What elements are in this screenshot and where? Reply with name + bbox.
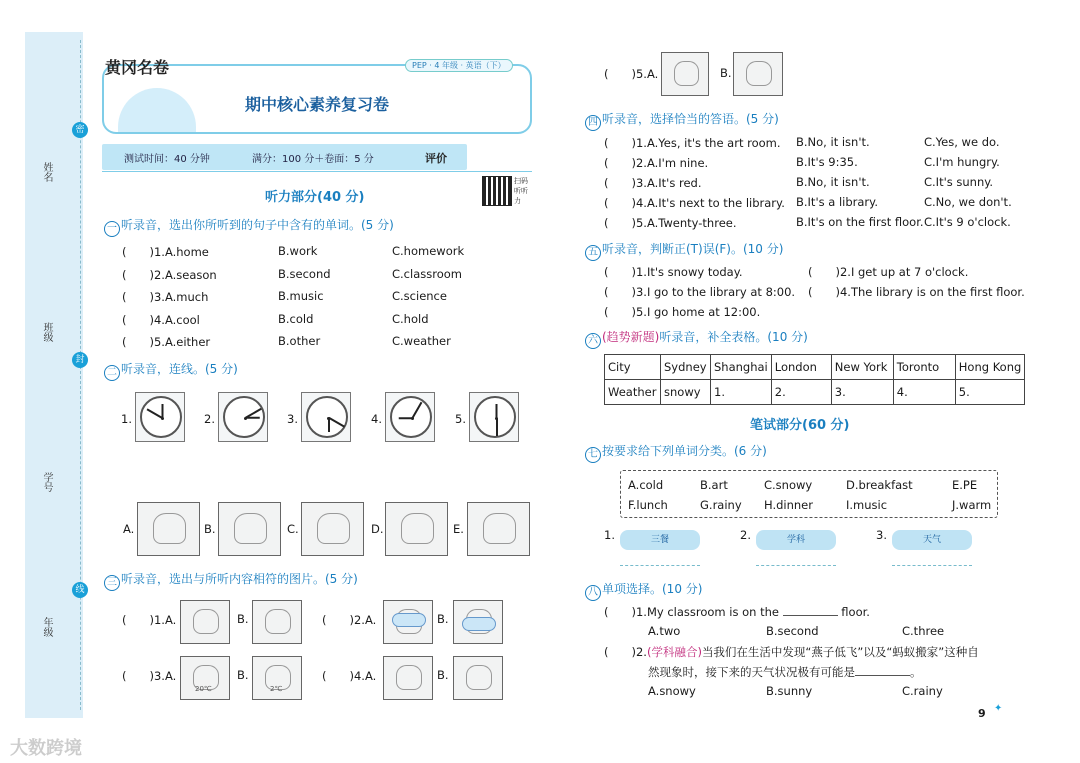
section-5-heading: 五 听录音，判断正(T)误(F)。(10 分) bbox=[585, 240, 783, 261]
page-title: 期中核心素养复习卷 bbox=[245, 95, 390, 114]
scene-picture[interactable] bbox=[137, 502, 200, 556]
clock-hand bbox=[328, 417, 344, 427]
section-3-heading: 三 听录音，选出与所听内容相符的图片。(5 分) bbox=[104, 570, 358, 591]
s8-q1: ( )1.My classroom is on the floor. bbox=[604, 605, 870, 619]
category-ribbon: 学科 bbox=[756, 530, 836, 550]
clock-icon[interactable] bbox=[218, 392, 268, 442]
s3-item5-b-label: B. bbox=[720, 66, 732, 80]
s1-option[interactable]: C.weather bbox=[392, 334, 451, 348]
category-number: 1. bbox=[604, 528, 615, 542]
s3-picture[interactable] bbox=[252, 600, 302, 644]
s8-q1-opt-b[interactable]: B.second bbox=[766, 624, 819, 638]
table-cell[interactable]: 1. bbox=[711, 380, 772, 405]
clock-number: 4. bbox=[371, 412, 382, 426]
s3-picture[interactable] bbox=[383, 600, 433, 644]
s1-option[interactable]: B.cold bbox=[278, 311, 314, 326]
q2-blank[interactable] bbox=[855, 666, 910, 676]
s1-option[interactable]: C.hold bbox=[392, 311, 429, 326]
s1-option[interactable]: C.science bbox=[392, 289, 447, 303]
header-rule bbox=[102, 171, 532, 172]
s1-option[interactable]: ( )1.A.home bbox=[122, 245, 209, 259]
s3-option-label: ( )4.A. bbox=[322, 669, 377, 683]
s1-option[interactable]: B.other bbox=[278, 334, 321, 348]
table-header-cell: City bbox=[605, 355, 661, 380]
s3-option-label: B. bbox=[437, 612, 449, 626]
table-cell[interactable]: 5. bbox=[955, 380, 1025, 405]
table-header-cell: Hong Kong bbox=[955, 355, 1025, 380]
clock-hand bbox=[147, 408, 163, 418]
s4-option[interactable]: ( )4.A.It's next to the library. bbox=[604, 196, 785, 210]
s4-option[interactable]: ( )1.A.Yes, it's the art room. bbox=[604, 136, 781, 150]
category-number: 3. bbox=[876, 528, 887, 542]
clock-number: 3. bbox=[287, 412, 298, 426]
s1-option[interactable]: B.music bbox=[278, 289, 324, 303]
s3-option-label: ( )3.A. bbox=[122, 669, 177, 683]
clock-number: 2. bbox=[204, 412, 215, 426]
s1-option[interactable]: C.classroom bbox=[392, 266, 462, 281]
clock-icon[interactable] bbox=[469, 392, 519, 442]
s4-option[interactable]: C.It's sunny. bbox=[924, 175, 994, 189]
section-8-heading: 八 单项选择。(10 分) bbox=[585, 580, 702, 601]
word-item: C.snowy bbox=[764, 478, 813, 492]
category-answer-area[interactable] bbox=[620, 552, 700, 566]
word-item: E.PE bbox=[952, 478, 978, 492]
scene-picture[interactable] bbox=[467, 502, 530, 556]
category-ribbon: 天气 bbox=[892, 530, 972, 550]
clock-hand bbox=[496, 418, 498, 436]
table-header-cell: Toronto bbox=[893, 355, 955, 380]
s4-option[interactable]: C.Yes, we do. bbox=[924, 135, 1000, 149]
weather-table bbox=[604, 354, 1025, 405]
s4-option[interactable]: C.It's 9 o'clock. bbox=[924, 215, 1011, 229]
s4-option[interactable]: C.I'm hungry. bbox=[924, 155, 1000, 169]
s4-option[interactable]: B.It's on the first floor. bbox=[796, 215, 924, 229]
s8-q2-opt-c[interactable]: C.rainy bbox=[902, 684, 943, 698]
qr-caption: 扫码听听力 bbox=[514, 177, 528, 205]
info-bar bbox=[102, 144, 467, 170]
clock-face bbox=[306, 396, 348, 438]
watermark: 大数跨境 bbox=[10, 738, 82, 759]
table-header-row bbox=[605, 355, 1025, 380]
s8-q2-opt-b[interactable]: B.sunny bbox=[766, 684, 813, 698]
class-label: 班级 bbox=[41, 322, 52, 342]
section-4-heading: 四 听录音，选择恰当的答语。(5 分) bbox=[585, 110, 779, 131]
brand-logo: 黄冈名卷 bbox=[105, 58, 170, 77]
s3-picture[interactable] bbox=[453, 656, 503, 700]
s8-q2-line2: 然现象时，接下来的天气状况极有可能是 。 bbox=[648, 665, 922, 679]
s3-item5-pic-b[interactable] bbox=[733, 52, 783, 96]
s4-option[interactable]: ( )3.A.It's red. bbox=[604, 176, 702, 190]
word-item: J.warm bbox=[952, 498, 992, 512]
cloud-icon bbox=[462, 617, 496, 631]
s1-option[interactable]: ( )5.A.either bbox=[122, 335, 211, 349]
category-number: 2. bbox=[740, 528, 751, 542]
name-label: 姓名 bbox=[41, 162, 52, 182]
category-answer-area[interactable] bbox=[892, 552, 972, 566]
table-cell[interactable]: 2. bbox=[771, 380, 831, 405]
clock-icon[interactable] bbox=[385, 392, 435, 442]
s1-option[interactable]: ( )3.A.much bbox=[122, 290, 209, 304]
s3-option-label: B. bbox=[437, 668, 449, 682]
scene-picture[interactable] bbox=[301, 502, 364, 556]
s4-option[interactable]: ( )2.A.I'm nine. bbox=[604, 156, 709, 170]
s3-picture[interactable] bbox=[383, 656, 433, 700]
word-item: H.dinner bbox=[764, 498, 813, 512]
s5-item3: ( )3.I go to the library at 8:00. bbox=[604, 285, 796, 299]
word-item: A.cold bbox=[628, 478, 664, 492]
s3-item5-pic-a[interactable] bbox=[661, 52, 709, 96]
s8-q2-line1: ( )2.(学科融合)当我们在生活中发现“燕子低飞”以及“蚂蚁搬家”这种自 bbox=[604, 645, 979, 659]
s1-option[interactable]: C.homework bbox=[392, 244, 465, 258]
clock-hand bbox=[412, 402, 422, 418]
s4-option[interactable]: B.It's a library. bbox=[796, 195, 878, 209]
s3-option-label: B. bbox=[237, 668, 249, 682]
s3-picture[interactable] bbox=[180, 656, 230, 700]
category-answer-area[interactable] bbox=[756, 552, 836, 566]
thermometer-reading: 2℃ bbox=[270, 685, 283, 693]
s3-item5-label: ( )5.A. bbox=[604, 67, 659, 81]
s3-picture[interactable] bbox=[252, 656, 302, 700]
picture-letter: D. bbox=[371, 522, 384, 536]
s1-option[interactable]: B.work bbox=[278, 244, 318, 258]
s3-picture[interactable] bbox=[453, 600, 503, 644]
table-header-cell: New York bbox=[831, 355, 893, 380]
word-item: D.breakfast bbox=[846, 478, 913, 492]
s3-picture[interactable] bbox=[180, 600, 230, 644]
section-6-heading: 六 (趋势新题)听录音，补全表格。(10 分) bbox=[585, 328, 808, 349]
clock-hand bbox=[328, 418, 330, 432]
word-item: F.lunch bbox=[628, 498, 668, 512]
grade-tag: PEP · 4 年级 · 英语（下） bbox=[405, 59, 513, 72]
word-item: I.music bbox=[846, 498, 888, 512]
clock-face bbox=[140, 396, 182, 438]
word-item: B.art bbox=[700, 478, 728, 492]
thermometer-reading: 20℃ bbox=[195, 685, 212, 693]
clock-face bbox=[474, 396, 516, 438]
clock-number: 1. bbox=[121, 412, 132, 426]
s5-item4: ( )4.The library is on the first floor. bbox=[808, 285, 1025, 299]
table-row bbox=[605, 380, 1025, 405]
picture-letter: C. bbox=[287, 522, 299, 536]
rain-cloud-icon bbox=[392, 613, 426, 627]
s8-q1-opt-a[interactable]: A.two bbox=[648, 624, 681, 638]
clock-icon[interactable] bbox=[135, 392, 185, 442]
table-cell[interactable]: 3. bbox=[831, 380, 893, 405]
clock-face bbox=[390, 396, 432, 438]
q1-blank[interactable] bbox=[783, 606, 838, 616]
s3-option-label: ( )1.A. bbox=[122, 613, 177, 627]
page-number: 9 bbox=[978, 707, 986, 720]
table-cell[interactable]: 4. bbox=[893, 380, 955, 405]
s3-option-label: ( )2.A. bbox=[322, 613, 377, 627]
s3-option-label: B. bbox=[237, 612, 249, 626]
s1-option[interactable]: ( )4.A.cool bbox=[122, 312, 200, 327]
full-score: 满分：100 分＋卷面：5 分 bbox=[252, 154, 374, 165]
scene-picture[interactable] bbox=[385, 502, 448, 556]
section-7-heading: 七 按要求给下列单词分类。(6 分) bbox=[585, 442, 767, 463]
picture-letter: A. bbox=[123, 522, 135, 536]
s4-option[interactable]: C.No, we don't. bbox=[924, 195, 1012, 209]
s4-option[interactable]: B.No, it isn't. bbox=[796, 135, 870, 149]
evaluate-label: 评价 bbox=[425, 152, 447, 165]
s5-item2: ( )2.I get up at 7 o'clock. bbox=[808, 265, 969, 279]
seal-dot-feng: 封 bbox=[72, 352, 88, 368]
listening-part-title: 听力部分(40 分) bbox=[265, 190, 365, 205]
table-cell: Weather bbox=[605, 380, 661, 405]
section-1-heading: 一 听录音，选出你所听到的句子中含有的单词。(5 分) bbox=[104, 216, 394, 237]
student-id-label: 学号 bbox=[41, 472, 52, 492]
picture-letter: B. bbox=[204, 522, 216, 536]
word-item: G.rainy bbox=[700, 498, 742, 512]
qr-code[interactable] bbox=[482, 176, 512, 206]
s8-q1-opt-c[interactable]: C.three bbox=[902, 624, 945, 638]
table-header-cell: London bbox=[771, 355, 831, 380]
written-part-title: 笔试部分(60 分) bbox=[750, 418, 850, 433]
clock-icon[interactable] bbox=[301, 392, 351, 442]
s8-q2-opt-a[interactable]: A.snowy bbox=[648, 684, 696, 698]
section-2-heading: 二 听录音，连线。(5 分) bbox=[104, 360, 238, 381]
cut-line bbox=[80, 40, 81, 710]
seal-dot-xian: 线 bbox=[72, 582, 88, 598]
table-header-cell: Sydney bbox=[661, 355, 711, 380]
s1-option[interactable]: ( )2.A.season bbox=[122, 267, 217, 282]
s5-item1: ( )1.It's snowy today. bbox=[604, 265, 743, 279]
s1-option[interactable]: B.second bbox=[278, 266, 331, 281]
s4-option[interactable]: ( )5.A.Twenty-three. bbox=[604, 216, 737, 230]
clock-hand bbox=[399, 417, 413, 419]
clock-number: 5. bbox=[455, 412, 466, 426]
category-ribbon: 三餐 bbox=[620, 530, 700, 550]
scene-picture[interactable] bbox=[218, 502, 281, 556]
picture-letter: E. bbox=[453, 522, 464, 536]
s5-item5: ( )5.I go home at 12:00. bbox=[604, 305, 761, 319]
s4-option[interactable]: B.No, it isn't. bbox=[796, 175, 870, 189]
grade-label: 年级 bbox=[41, 617, 52, 637]
seal-dot-mi: 密 bbox=[72, 122, 88, 138]
table-cell: snowy bbox=[661, 380, 711, 405]
clock-hand bbox=[496, 404, 498, 418]
star-icon: ✦ bbox=[994, 703, 1003, 714]
s4-option[interactable]: B.It's 9:35. bbox=[796, 155, 858, 169]
test-time: 测试时间：40 分钟 bbox=[124, 154, 210, 165]
clock-face bbox=[223, 396, 265, 438]
table-header-cell: Shanghai bbox=[711, 355, 772, 380]
